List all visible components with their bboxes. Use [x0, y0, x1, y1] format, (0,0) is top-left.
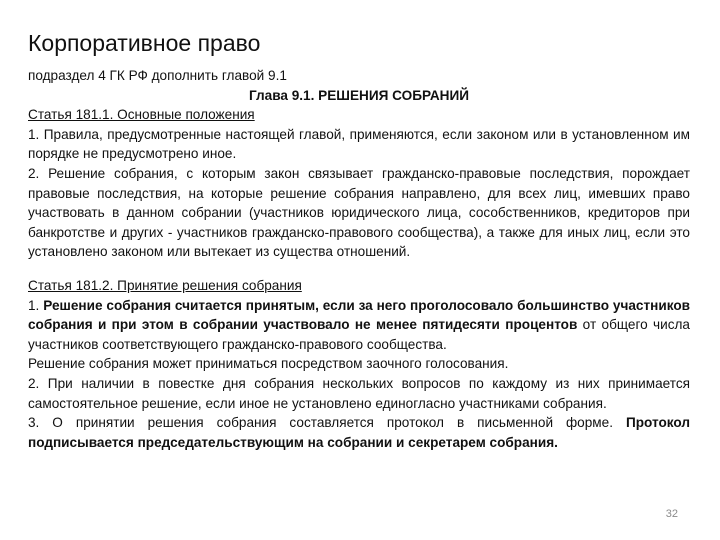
article-181-1-heading: Статья 181.1. Основные положения	[28, 107, 255, 123]
para-number: 1.	[28, 297, 44, 313]
regular-text: 3. О принятии решения собрания составляется протокол в письменной форме.	[28, 415, 626, 431]
slide-content	[28, 66, 690, 452]
article-181-2-para-2: 2. При наличии в повестке дня собрания нескольких вопросов по каждому из них принимается самостоятельное решение, если иное не установлено единогласно участниками собрания.	[28, 375, 690, 411]
spacer	[28, 262, 690, 276]
article-181-1-para-1: 1. Правила, предусмотренные настоящей главой, применяются, если законом или в установленном им порядке не предусмотрено иное.	[28, 126, 690, 162]
article-181-2-para-3	[28, 413, 690, 452]
bold-text: Решение собрания считается принятым, если за него проголосовало большинство участников собрания и при этом в собрании участвовало не менее пятидесяти процентов	[28, 297, 690, 333]
bold-text: Протокол подписывается председательствующим на собрании и секретарем собрания.	[28, 415, 690, 450]
article-181-2-para-1	[28, 296, 690, 355]
slide-title: Корпоративное право	[28, 30, 261, 56]
article-181-1-para-2: 2. Решение собрания, с которым закон связывает гражданско-правовые последствия, порождает правовые последствия, на которые решение собрания направлено, для всех лиц, имевших право участвовать в данном собрании (участников юридического лица, сособственников, кредиторов при банкротстве и других - участников гражданско-правового сообщества), а также для иных лиц, если это установлено законом или вытекает из существа отношений.	[28, 165, 690, 260]
intro-text: подраздел 4 ГК РФ дополнить главой 9.1	[28, 68, 287, 83]
page-number: 32	[665, 508, 678, 520]
regular-text: от общего числа участников соответствующего гражданско-правового сообщества.	[28, 317, 690, 352]
article-181-2-heading: Статья 181.2. Принятие решения собрания	[28, 277, 302, 293]
chapter-heading: Глава 9.1. РЕШЕНИЯ СОБРАНИЙ	[248, 87, 470, 103]
article-181-2-para-1b: Решение собрания может приниматься посредством заочного голосования.	[28, 356, 509, 372]
